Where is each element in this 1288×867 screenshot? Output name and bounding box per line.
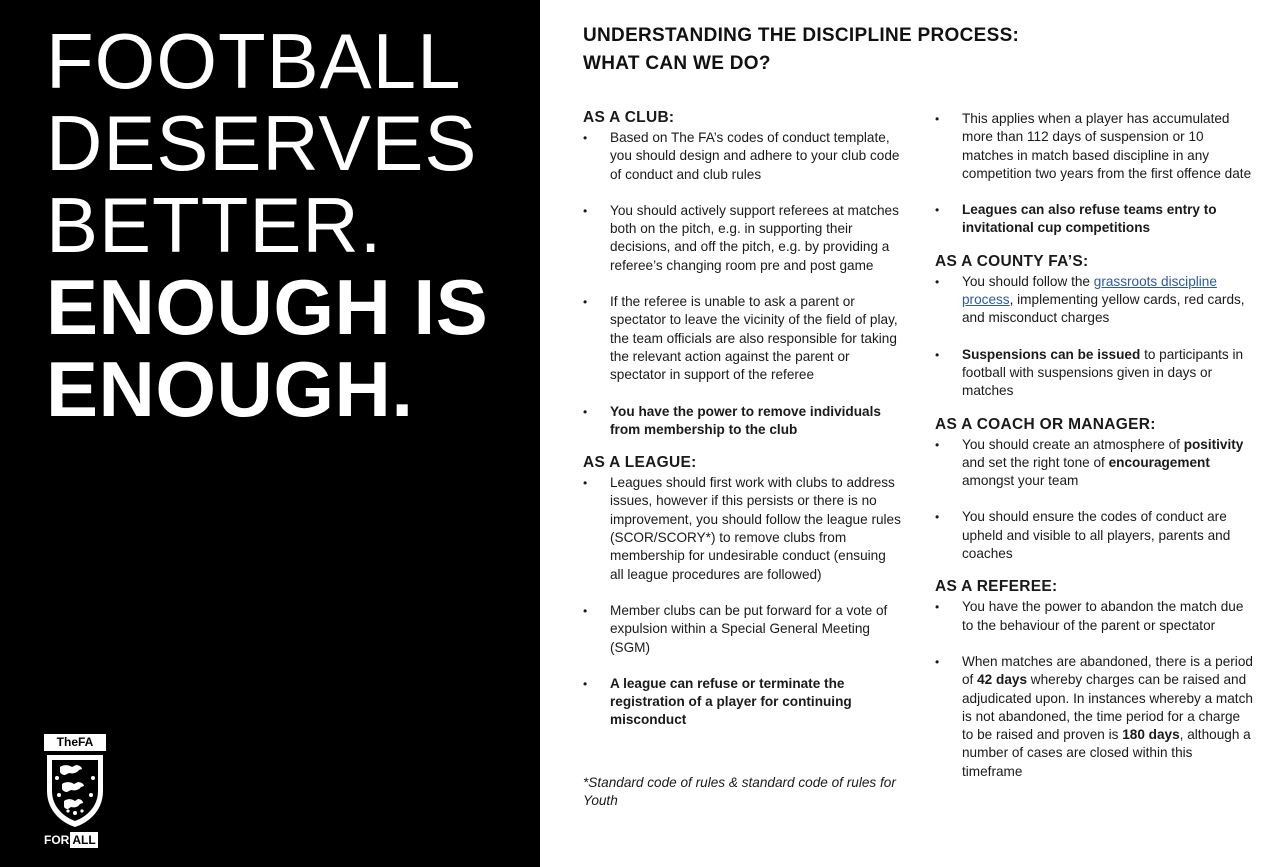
- league-bullet-2: • Member clubs can be put forward for a vote of expulsion within a Special General Meeting (SGM): [583, 602, 903, 657]
- page-title: UNDERSTANDING THE DISCIPLINE PROCESS: WHAT CAN WE DO?: [583, 25, 1020, 74]
- referee-heading: AS A REFEREE:: [935, 578, 1058, 596]
- county-bullet-1: • You should follow the grassroots discipline process, implementing yellow cards, red cards, and misconduct charges: [935, 273, 1255, 328]
- footnote: *Standard code of rules & standard code of rules for Youth: [583, 774, 896, 809]
- grassroots-discipline-link[interactable]: grassroots discipline process: [962, 273, 1217, 308]
- club-heading: AS A CLUB:: [583, 109, 675, 126]
- the-fa-logo: [44, 734, 108, 850]
- league-bullet-4: • This applies when a player has accumulated more than 112 days of suspension or 10 matches in match based discipline in any competition two years from the first offence date: [935, 110, 1255, 183]
- headline-line-1: FOOTBALL: [46, 17, 462, 105]
- referee-bullet-1: • You have the power to abandon the match due to the behaviour of the parent or spectator: [935, 598, 1255, 635]
- league-bullet-3: • A league can refuse or terminate the registration of a player for continuing misconduct: [583, 675, 903, 730]
- headline-line-4: ENOUGH IS: [46, 263, 489, 351]
- content-panel: [540, 0, 1288, 867]
- coach-bullet-2: • You should ensure the codes of conduct are upheld and visible to all players, parents and coaches: [935, 508, 1255, 563]
- county-bullet-2: • Suspensions can be issued to participants in football with suspensions given in days or matches: [935, 346, 1255, 401]
- right-column: [935, 110, 1255, 781]
- league-heading: AS A LEAGUE:: [583, 454, 697, 472]
- referee-bullet-2: • When matches are abandoned, there is a period of 42 days whereby charges can be raised and adjudicated upon. In instances whereby a match is not abandoned, the time period for a charge to be raised and proven is 180 days, although a number of cases are closed within this timeframe: [935, 653, 1255, 781]
- headline-line-3: BETTER.: [46, 181, 383, 269]
- club-bullet-2: • You should actively support referees at matches both on the pitch, e.g. in supporting their decisions, and off the pitch, e.g. by providing a referee’s changing room pre and post game: [583, 202, 903, 275]
- coach-heading: AS A COACH OR MANAGER:: [935, 415, 1156, 433]
- league-bullet-5: • Leagues can also refuse teams entry to invitational cup competitions: [935, 201, 1255, 238]
- coach-bullet-1: • You should create an atmosphere of positivity and set the right tone of encouragement amongst your team: [935, 436, 1255, 491]
- left-column: [583, 108, 903, 810]
- three-lions-crest-icon: [44, 753, 106, 829]
- club-bullet-4: • You have the power to remove individuals from membership to the club: [583, 403, 903, 440]
- club-bullet-3: • If the referee is unable to ask a parent or spectator to leave the vicinity of the field of play, the team officials are also responsible for taking the relevant action against the parent or spectator in support of the referee: [583, 293, 903, 384]
- logo-name: TheFA: [44, 734, 106, 751]
- headline-line-5: ENOUGH.: [46, 345, 414, 433]
- headline-line-2: DESERVES: [46, 99, 478, 187]
- club-bullet-1: • Based on The FA’s codes of conduct template, you should design and adhere to your club code of conduct and club rules: [583, 129, 903, 184]
- county-heading: AS A COUNTY FA’S:: [935, 252, 1089, 270]
- league-bullet-1: • Leagues should first work with clubs to address issues, however if this persists or there is no improvement, you should follow the league rules (SCOR/SCORY*) to remove clubs from membership for undesirable conduct (ensuing all league procedures are followed): [583, 474, 903, 584]
- for-all-tagline: FOR ALL: [44, 833, 96, 847]
- black-panel: [0, 0, 540, 867]
